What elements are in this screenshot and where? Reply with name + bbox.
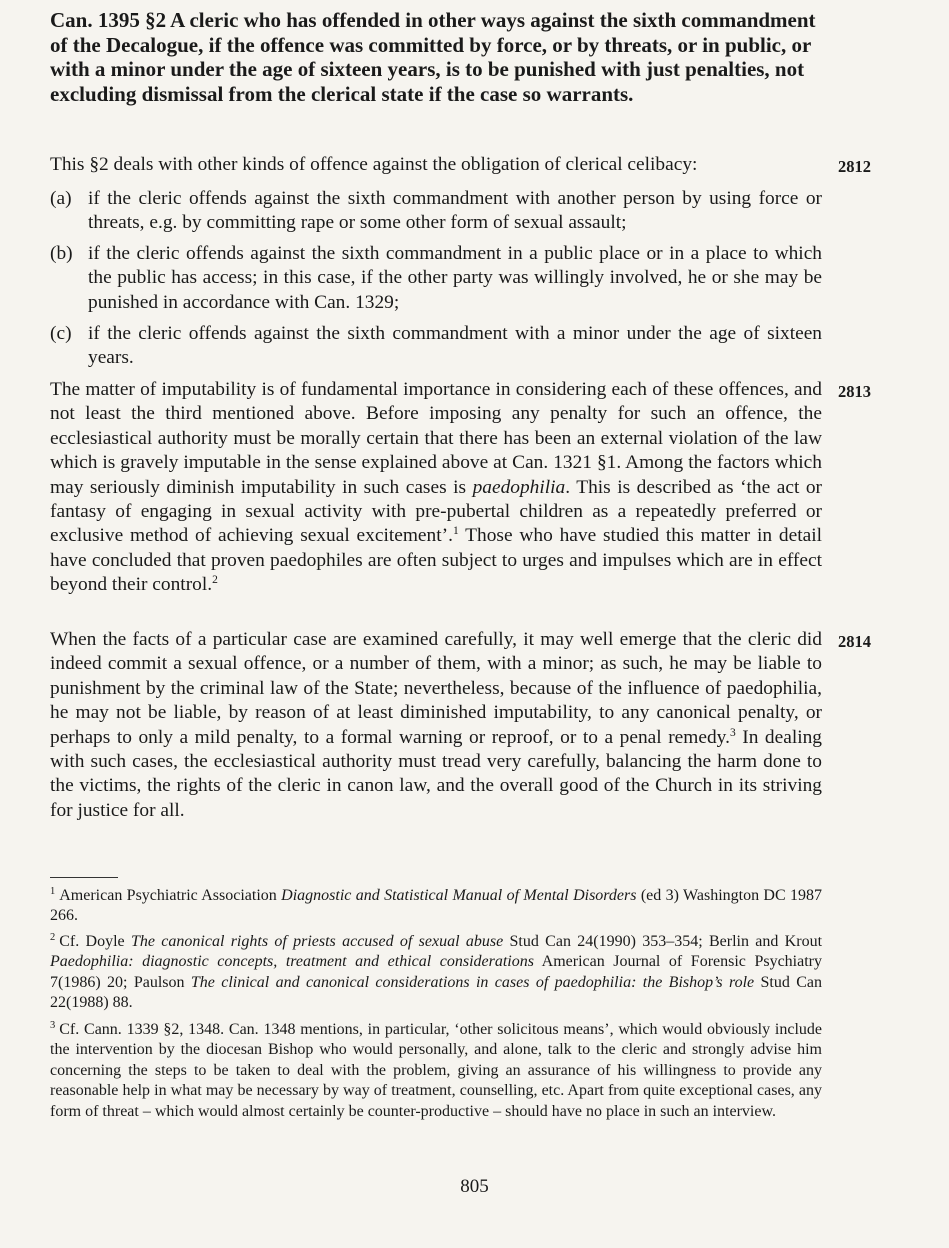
list-item bbox=[50, 322, 822, 371]
list-item-label: (a) bbox=[50, 188, 72, 209]
footnote-text: American Psychiatric Association bbox=[59, 887, 282, 904]
footnote-title: The canonical rights of priests accused of sexual abuse bbox=[130, 933, 504, 950]
footnote-text: American Journal of Forensic Psychiatry 7(1986) 20; Paulson bbox=[50, 953, 822, 991]
footnote-text: Stud Can 24(1990) 353–354; Berlin and Krout bbox=[503, 933, 823, 950]
footnote-text: Cf. Doyle bbox=[59, 933, 131, 950]
list-item-label: (b) bbox=[50, 243, 73, 264]
paragraph-2814 bbox=[50, 628, 822, 823]
footnote-ref-3[interactable]: 3 bbox=[729, 726, 736, 739]
canon-heading: Can. 1395 §2 A cleric who has offended in other ways against the sixth commandment of the Decalogue, if the offence was committed by force, or by threats, or in public, or with a minor under the age of sixteen years, is to be punished with just penalties, not excluding dismissal from the clerical state if the case so warrants. bbox=[50, 8, 816, 106]
footnote-text: Cf. Cann. 1339 §2, 1348. Can. 1348 mentions, in particular, ‘other solicitous means’, which would obviously include the intervention by the diocesan Bishop who would personally, and alone, talk to the cleric and strongly advise him concerning the steps to be taken to deal with the problem, giving an assurance of his willingness to provide any reasonable help in what may be necessary by way of treatment, counselling, etc. Apart from quite exceptional cases, any form of threat – which would almost certainly be counter-productive – should have no place in such an interview. bbox=[50, 1021, 822, 1120]
p2813-text-1: The matter of imputability is of fundamental importance in considering each of these offences, and not least the third mentioned above. Before imposing any penalty for such an offence, the ecclesiastical authority must be morally certain that there has been an external violation of the law which is gravely imputable in the sense explained above at Can. 1321 §1. Among the factors which may seriously diminish imputability in such cases is bbox=[50, 379, 822, 498]
list-item-text: if the cleric offends against the sixth commandment with another person by using force or threats, e.g. by committing rape or some other form of sexual assault; bbox=[88, 188, 822, 234]
p2813-text-3: Those who have studied this matter in detail have concluded that proven paedophiles are often subject to urges and impulses which are in effect beyond their control. bbox=[50, 525, 823, 596]
p2813-text-2: . This is described as ‘the act or fantasy of engaging in sexual activity with pre-pubertal children as a repeatedly preferred or exclusive method of achieving sexual excitement’. bbox=[50, 476, 822, 547]
footnote-3 bbox=[50, 1020, 822, 1122]
list-item-text: if the cleric offends against the sixth commandment with a minor under the age of sixteen years. bbox=[88, 323, 822, 369]
list-item bbox=[50, 242, 822, 315]
footnote-2 bbox=[50, 932, 822, 1014]
footnote-number: 3 bbox=[50, 1020, 56, 1031]
p2813-term: paedophilia bbox=[472, 476, 566, 498]
p2814-text-2: In dealing with such cases, the ecclesiastical authority must tread very carefully, balancing the harm done to the victims, the rights of the cleric in canon law, and the overall good of the Church in its striving for justice for all. bbox=[50, 726, 823, 821]
footnote-ref-1[interactable]: 1 bbox=[452, 525, 459, 538]
margin-number-2813: 2813 bbox=[838, 382, 871, 401]
page-number: 805 bbox=[460, 1176, 489, 1197]
footnote-1 bbox=[50, 886, 822, 927]
footnote-text: (ed 3) Washington DC 1987 266. bbox=[50, 887, 823, 925]
p2814-text-1: When the facts of a particular case are examined carefully, it may well emerge that the cleric did indeed commit a sexual offence, or a number of them, with a minor; as such, he may be liable to punishment by the criminal law of the State; nevertheless, because of the influence of paedophilia, he may not be liable, by reason of at least diminished imputability, to any canonical penalty, or perhaps to only a mild penalty, to a formal warning or reproof, or to a penal remedy. bbox=[50, 629, 822, 748]
list-item bbox=[50, 187, 822, 236]
footnote-text: Stud Can 22(1988) 88. bbox=[50, 973, 822, 1012]
margin-number-2814: 2814 bbox=[838, 632, 871, 651]
footnote-title: The clinical and canonical considerations in cases of paedophilia: the Bishop’s role bbox=[190, 973, 755, 991]
footnote-number: 2 bbox=[50, 932, 56, 943]
paragraph-2813 bbox=[50, 378, 822, 598]
margin-number-2812: 2812 bbox=[838, 157, 871, 176]
list-item-text: if the cleric offends against the sixth commandment in a public place or in a place to which the public has access; in this case, if the other party was willingly involved, he or she may be punished in accordance with Can. 1329; bbox=[88, 243, 822, 313]
footnote-number: 1 bbox=[50, 886, 56, 897]
footnote-title: Diagnostic and Statistical Manual of Mental Disorders bbox=[281, 887, 637, 904]
intro-paragraph: This §2 deals with other kinds of offence against the obligation of clerical celibacy: bbox=[50, 154, 698, 175]
footnote-ref-2[interactable]: 2 bbox=[212, 574, 218, 587]
footnote-title: Paedophilia: diagnostic concepts, treatment and ethical considerations bbox=[50, 953, 534, 971]
footnote-divider bbox=[50, 877, 118, 878]
list-item-label: (c) bbox=[50, 323, 72, 344]
